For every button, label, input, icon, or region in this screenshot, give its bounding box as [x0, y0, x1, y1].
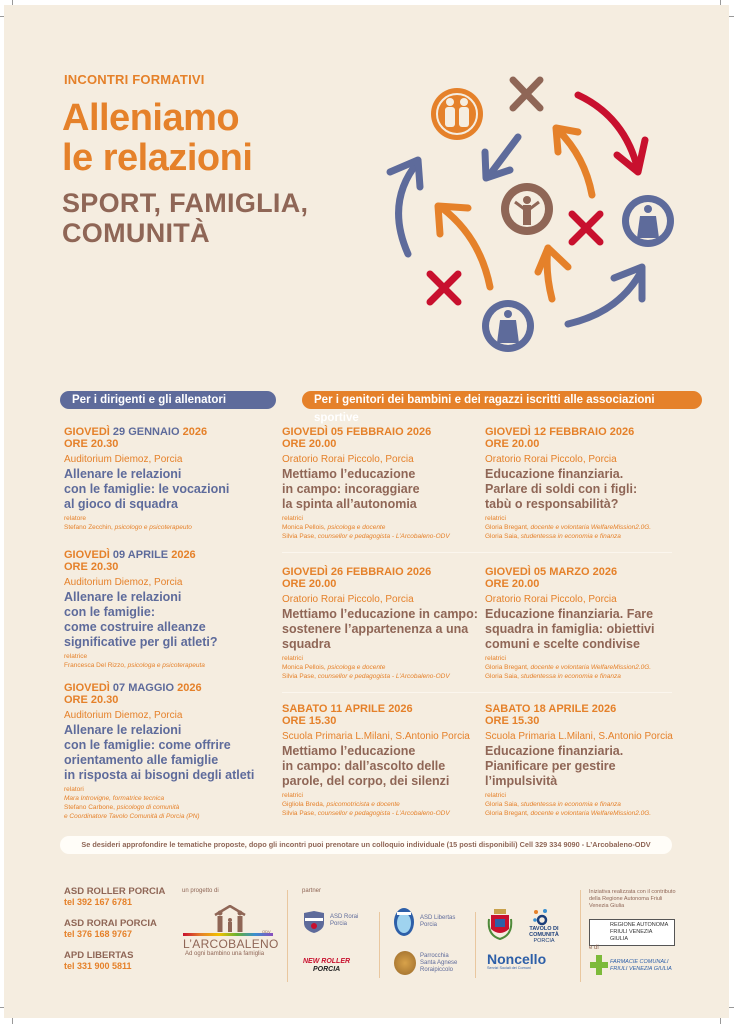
- event-date: GIOVEDÌ 05 FEBBRAIO 2026: [282, 426, 432, 438]
- regione-logo: REGIONE AUTONOMA FRIULI VENEZIA GIULIA: [589, 919, 675, 946]
- speaker-role: relatrici: [485, 515, 506, 522]
- event-place: Oratorio Rorai Piccolo, Porcia: [282, 594, 414, 605]
- speaker: Gloria Bregant, docente e volontaria WelfareMission2.0G.: [485, 524, 652, 531]
- title-line: Alleniamo: [62, 97, 240, 139]
- event-time: ORE 20.00: [485, 578, 540, 590]
- relations-graphic: [380, 62, 700, 362]
- speaker-role: relatrici: [282, 792, 303, 799]
- rainbow-bar: [183, 933, 273, 936]
- speaker: Stefano Carbone, psicologo di comunità: [64, 804, 180, 811]
- arrow-icon: [556, 128, 592, 195]
- contacts: [64, 886, 165, 982]
- event-topic: Educazione finanziaria. Pianificare per gestire l’impulsività: [485, 744, 624, 788]
- event-card: [282, 703, 497, 818]
- event-topic: Mettiamo l’educazione in campo: sostenere l’appartenenza a una squadra: [282, 607, 478, 651]
- speaker-role: relatrice: [64, 653, 88, 660]
- event-date: GIOVEDÌ 07 MAGGIO 2026: [64, 682, 202, 694]
- event-date: GIOVEDÌ 12 FEBBRAIO 2026: [485, 426, 635, 438]
- divider: [282, 692, 672, 693]
- noncello-logo: Noncello Servizi Sociali dei Comuni: [487, 951, 547, 970]
- speaker: Gigliola Breda, psicomotricista e docente: [282, 801, 400, 808]
- section-label-leaders: Per i dirigenti e gli allenatori: [60, 391, 276, 409]
- athlete-icon: [482, 300, 534, 352]
- contact-org: ASD RORAI PORCIA: [64, 918, 157, 929]
- event-time: ORE 20.30: [64, 694, 119, 706]
- contact-tel[interactable]: tel 392 167 6781: [64, 897, 133, 907]
- event-time: ORE 15.30: [485, 715, 540, 727]
- speaker: Stefano Zecchin, psicologo e psicoterapeuto: [64, 524, 192, 531]
- speaker: Gloria Bregant, docente e volontaria WelfareMission2.0G.: [485, 664, 652, 671]
- event-card: [64, 426, 279, 532]
- speaker: Mara Introvigne, formatrice tecnica: [64, 795, 165, 802]
- event-date: GIOVEDÌ 26 FEBBRAIO 2026: [282, 566, 432, 578]
- divider: [580, 890, 581, 982]
- speaker: Monica Pellois, psicologa e docente: [282, 664, 386, 671]
- rorai-shield-icon: [302, 910, 326, 934]
- partner-rorai: ASD Rorai Porcia: [330, 914, 359, 927]
- event-card: [485, 426, 700, 541]
- event-place: Auditorium Diemoz, Porcia: [64, 710, 183, 721]
- event-card: [282, 566, 497, 681]
- contact-org: ASD ROLLER PORCIA: [64, 886, 166, 897]
- event-card: [485, 703, 700, 818]
- cross-icon: [430, 274, 458, 302]
- event-card: [282, 426, 497, 541]
- contact-tel[interactable]: tel 331 900 5811: [64, 961, 132, 971]
- event-topic: Allenare le relazioni con le famiglie: le vocazioni al gioco di squadra: [64, 467, 230, 511]
- partner-label: partner: [302, 888, 322, 894]
- e-di-label: e di: [589, 945, 599, 951]
- tavolo-network-icon: [532, 908, 550, 926]
- project-label: un progetto di: [182, 888, 219, 894]
- porcia-crest-icon: [487, 905, 513, 941]
- speaker: Silvia Pase, counsellor e pedagogista - L’Arcobaleno-ODV: [282, 533, 450, 540]
- event-date: GIOVEDÌ 29 GENNAIO 2026: [64, 426, 208, 438]
- speaker-role: relatrici: [282, 515, 303, 522]
- event-card: [64, 549, 279, 670]
- speaker: Gloria Saia, studentessa in economia e finanza: [485, 673, 621, 680]
- speaker: Silvia Pase, counsellor e pedagogista - L’Arcobaleno-ODV: [282, 673, 450, 680]
- arcobaleno-family-icon: [205, 905, 255, 933]
- speaker: Gloria Saia, studentessa in economia e finanza: [485, 533, 621, 540]
- title-line: le relazioni: [62, 137, 253, 179]
- family-icon: [431, 88, 483, 140]
- divider: [379, 912, 380, 978]
- booking-notice: Se desideri approfondire le tematiche proposte, dopo gli incontri puoi prenotare un colloquio individuale (15 posti disponibili) Cell 329 334 9090 - L’Arcobaleno-ODV: [60, 836, 672, 854]
- arrow-icon: [485, 137, 518, 178]
- arcobaleno-tagline: Ad ogni bambino una famiglia: [185, 951, 265, 957]
- speaker-role: relatrici: [485, 792, 506, 799]
- speaker: Gloria Bregant, docente e volontaria WelfareMission2.0G.: [485, 810, 652, 817]
- arrow-icon: [390, 160, 420, 254]
- speaker: e Coordinatore Tavolo Comunità di Porcia (PN): [64, 813, 200, 820]
- divider: [282, 552, 672, 553]
- event-time: ORE 20.30: [64, 561, 119, 573]
- speaker-role: relatori: [64, 786, 84, 793]
- speaker: Silvia Pase, counsellor e pedagogista - L’Arcobaleno-ODV: [282, 810, 450, 817]
- event-topic: Mettiamo l’educazione in campo: incoraggiare la spinta all’autonomia: [282, 467, 420, 511]
- divider: [287, 890, 288, 982]
- cross-icon: [572, 214, 600, 242]
- arrow-icon: [578, 95, 645, 172]
- tavolo-label: TAVOLO DI COMUNITÀ PORCIA: [529, 926, 559, 944]
- arrow-icon: [438, 206, 490, 287]
- contact-tel[interactable]: tel 376 168 9767: [64, 929, 133, 939]
- cross-icon: [513, 80, 540, 108]
- speaker-role: relatrici: [282, 655, 303, 662]
- event-time: ORE 20.00: [282, 438, 337, 450]
- speaker: Gloria Saia, studentessa in economia e finanza: [485, 801, 621, 808]
- subtitle-line: SPORT, FAMIGLIA,: [62, 188, 309, 218]
- event-topic: Allenare le relazioni con le famiglie: come costruire alleanze significative per gli atleti?: [64, 590, 218, 649]
- event-topic: Educazione finanziaria. Parlare di soldi con i figli: tabù o responsabilità?: [485, 467, 638, 511]
- partner-newroller: NEW ROLLER PORCIA: [303, 958, 351, 973]
- event-date: GIOVEDÌ 09 APRILE 2026: [64, 549, 196, 561]
- sponsor-text: Iniziativa realizzata con il contributo della Regione Autonoma Friuli Venezia Giulia: [589, 889, 676, 909]
- section-label-parents: Per i genitori dei bambini e dei ragazzi iscritti alle associazioni sportive: [302, 391, 702, 409]
- arcobaleno-name: L’ARCOBALENO: [183, 937, 279, 951]
- event-place: Scuola Primaria L.Milani, S.Antonio Porcia: [485, 731, 673, 742]
- speaker-role: relatrici: [485, 655, 506, 662]
- event-time: ORE 20.30: [64, 438, 119, 450]
- farmacie-cross-icon: [590, 955, 608, 975]
- libertas-shield-icon: [393, 907, 415, 937]
- farmacie-label: FARMACIE COMUNALI FRIULI VENEZIA GIULIA: [610, 959, 672, 972]
- person-icon: [501, 183, 553, 235]
- subtitle: [62, 188, 308, 248]
- speaker-role: relatore: [64, 515, 87, 522]
- event-place: Auditorium Diemoz, Porcia: [64, 454, 183, 465]
- event-card: [64, 682, 279, 821]
- event-place: Oratorio Rorai Piccolo, Porcia: [485, 454, 617, 465]
- event-time: ORE 20.00: [485, 438, 540, 450]
- event-time: ORE 15.30: [282, 715, 337, 727]
- event-place: Oratorio Rorai Piccolo, Porcia: [485, 594, 617, 605]
- coach-icon: [622, 195, 674, 247]
- event-place: Scuola Primaria L.Milani, S.Antonio Porcia: [282, 731, 470, 742]
- event-topic: Mettiamo l’educazione in campo: dall’ascolto delle parole, del corpo, dei silenzi: [282, 744, 450, 788]
- event-date: SABATO 18 APRILE 2026: [485, 703, 617, 715]
- event-topic: Allenare le relazioni con le famiglie: come offrire orientamento alle famiglie in risposta ai bisogni degli atleti: [64, 723, 255, 782]
- contact-org: APD LIBERTAS: [64, 950, 134, 961]
- partner-parrocchia: Parrocchia Santa Agnese Roraipiccolo: [420, 953, 458, 973]
- speaker: Francesca Del Rizzo, psicologa e psicoterapeuta: [64, 662, 205, 669]
- arrow-icon: [538, 248, 568, 299]
- event-topic: Educazione finanziaria. Fare squadra in famiglia: obiettivi comuni e scelte condivise: [485, 607, 655, 651]
- kicker: INCONTRI FORMATIVI: [64, 72, 205, 87]
- event-date: SABATO 11 APRILE 2026: [282, 703, 413, 715]
- event-place: Oratorio Rorai Piccolo, Porcia: [282, 454, 414, 465]
- arcobaleno-odv: ODV: [262, 929, 271, 934]
- arrow-icon: [568, 267, 642, 324]
- partner-libertas: ASD Libertas Porcia: [420, 915, 456, 928]
- event-time: ORE 20.00: [282, 578, 337, 590]
- event-date: GIOVEDÌ 05 MARZO 2026: [485, 566, 618, 578]
- event-card: [485, 566, 700, 681]
- page-title: [62, 98, 252, 178]
- speaker: Monica Pellois, psicologa e docente: [282, 524, 386, 531]
- parrocchia-icon: [394, 951, 416, 975]
- event-place: Auditorium Diemoz, Porcia: [64, 577, 183, 588]
- subtitle-line: COMUNITÀ: [62, 218, 210, 248]
- divider: [475, 912, 476, 978]
